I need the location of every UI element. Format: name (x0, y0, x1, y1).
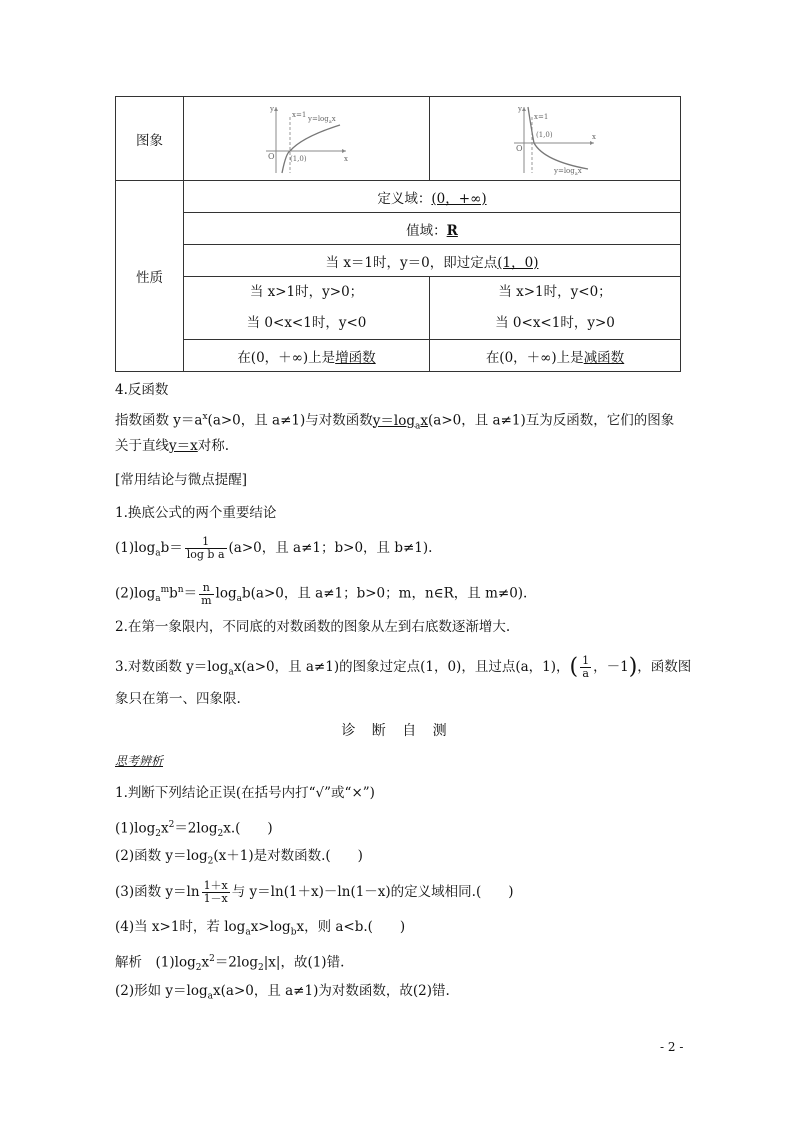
q1-title: 1.判断下列结论正误(在括号内打“√”或“×”) (115, 785, 375, 801)
sign-cell-increasing: 当 x>1时，y>0； 当 0<x<1时，y<0 (184, 277, 430, 340)
tip1-formula2: $(2)\log_a^mb^n=$ $\frac{n}{m}$ $\log_ab(a>0$，且 a≠1；b>0；m，n∈R，且 m≠0). (115, 580, 528, 607)
tip2: 2.在第一象限内，不同底的对数函数的图象从左到右底数逐渐增大. (115, 619, 511, 635)
think-label: 思考辨析 (115, 754, 164, 768)
monotonic-cell-decreasing: 在(0，＋∞)上是减函数 (430, 340, 681, 372)
page-number: - 2 - (660, 1040, 684, 1054)
graph-decreasing (430, 97, 681, 181)
y-axis-label: y (269, 104, 274, 113)
sign-cell-decreasing: 当 x>1时，y<0； 当 0<x<1时，y>0 (430, 277, 681, 340)
fixed-point-cell: 当 x＝1时，y＝0，即过定点(1，0) (184, 245, 681, 277)
origin-label: O (267, 151, 275, 161)
curve-label: $y=\log_ax$ (307, 114, 336, 125)
graph-increasing (184, 97, 430, 181)
property-row-label: 性质 (116, 181, 184, 372)
range-value: R (446, 222, 458, 239)
section4-title: 4.反函数 (115, 382, 169, 398)
log-graph-increasing (262, 103, 352, 175)
point-label: (1,0) (536, 130, 553, 139)
tip3-line2: 象只在第一、四象限. (115, 691, 241, 707)
section4-line1: 指数函数 $y=a^x(a>0$，且 a≠1)与对数函数$y=\log_ax(a>0$，且 a≠1)互为反函数，它们的图象 (115, 412, 675, 432)
point-label: (1,0) (289, 154, 307, 163)
monotonic-cell-increasing: 在(0，＋∞)上是增函数 (184, 340, 430, 372)
curve-label: $y=\log_ax$ (554, 166, 582, 175)
log-function-property-table (115, 96, 681, 372)
graph-row-label: 图象 (116, 97, 184, 181)
asymptote-label: x=1 (291, 110, 306, 119)
q1-item4: (4)当 x>1时，若 $\log_ax>\log_bx$，则 a<b.( ) (115, 919, 406, 938)
q1-item2: (2)函数 $y=\log_2(x+1)$是对数函数.( ) (115, 848, 363, 867)
x-axis-label: x (343, 154, 348, 163)
tip1-title: 1.换底公式的两个重要结论 (115, 505, 277, 521)
range-cell: 值域：R (184, 213, 681, 245)
property-table-wrapper (115, 96, 680, 372)
increasing-label: 增函数 (335, 349, 376, 366)
q1-item3: (3)函数 y＝ln $\frac{1+x}{1-x}$ 与 y＝ln(1＋x)－ln(1－x)的定义域相同.( ) (115, 879, 514, 905)
diagnosis-title: 诊 断 自 测 (341, 723, 453, 739)
decreasing-label: 减函数 (583, 349, 625, 366)
origin-label: O (516, 143, 523, 153)
domain-value: (0，+∞) (431, 190, 487, 207)
tips-header: [常用结论与微点提醒] (115, 472, 248, 488)
section4-line2: 关于直线y＝x对称. (115, 438, 230, 454)
domain-cell: 定义域：(0，+∞) (184, 181, 681, 213)
tip1-formula1: $(1)\log_ab=$ $\frac{1}{\text{log b a}}$ (a>0，且 a≠1；b>0，且 b≠1). (115, 535, 433, 561)
fixed-point-value: (1，0) (497, 254, 539, 271)
x-axis-label: x (592, 132, 596, 141)
y-axis-label: y (518, 104, 522, 113)
q1-item1: $(1)\log_2x^2=2\log_2x$.( ) (115, 820, 273, 840)
answer-line2: (2)形如 $y=\log_ax(a>0$，且 a≠1)为对数函数，故(2)错. (115, 983, 450, 1002)
log-graph-decreasing (510, 103, 600, 175)
answer-line1: 解析 $(1)\log_2x^2=2\log_2|x|$，故(1)错. (115, 954, 345, 974)
tip3-line1: 3.对数函数 $y=\log_ax(a>0$，且 a≠1)的图象过定点(1，0)，且过点(a，1)，( $\frac{1}{a}$ ，－1)，函数图 (115, 654, 692, 680)
asymptote-label: x=1 (534, 112, 549, 121)
